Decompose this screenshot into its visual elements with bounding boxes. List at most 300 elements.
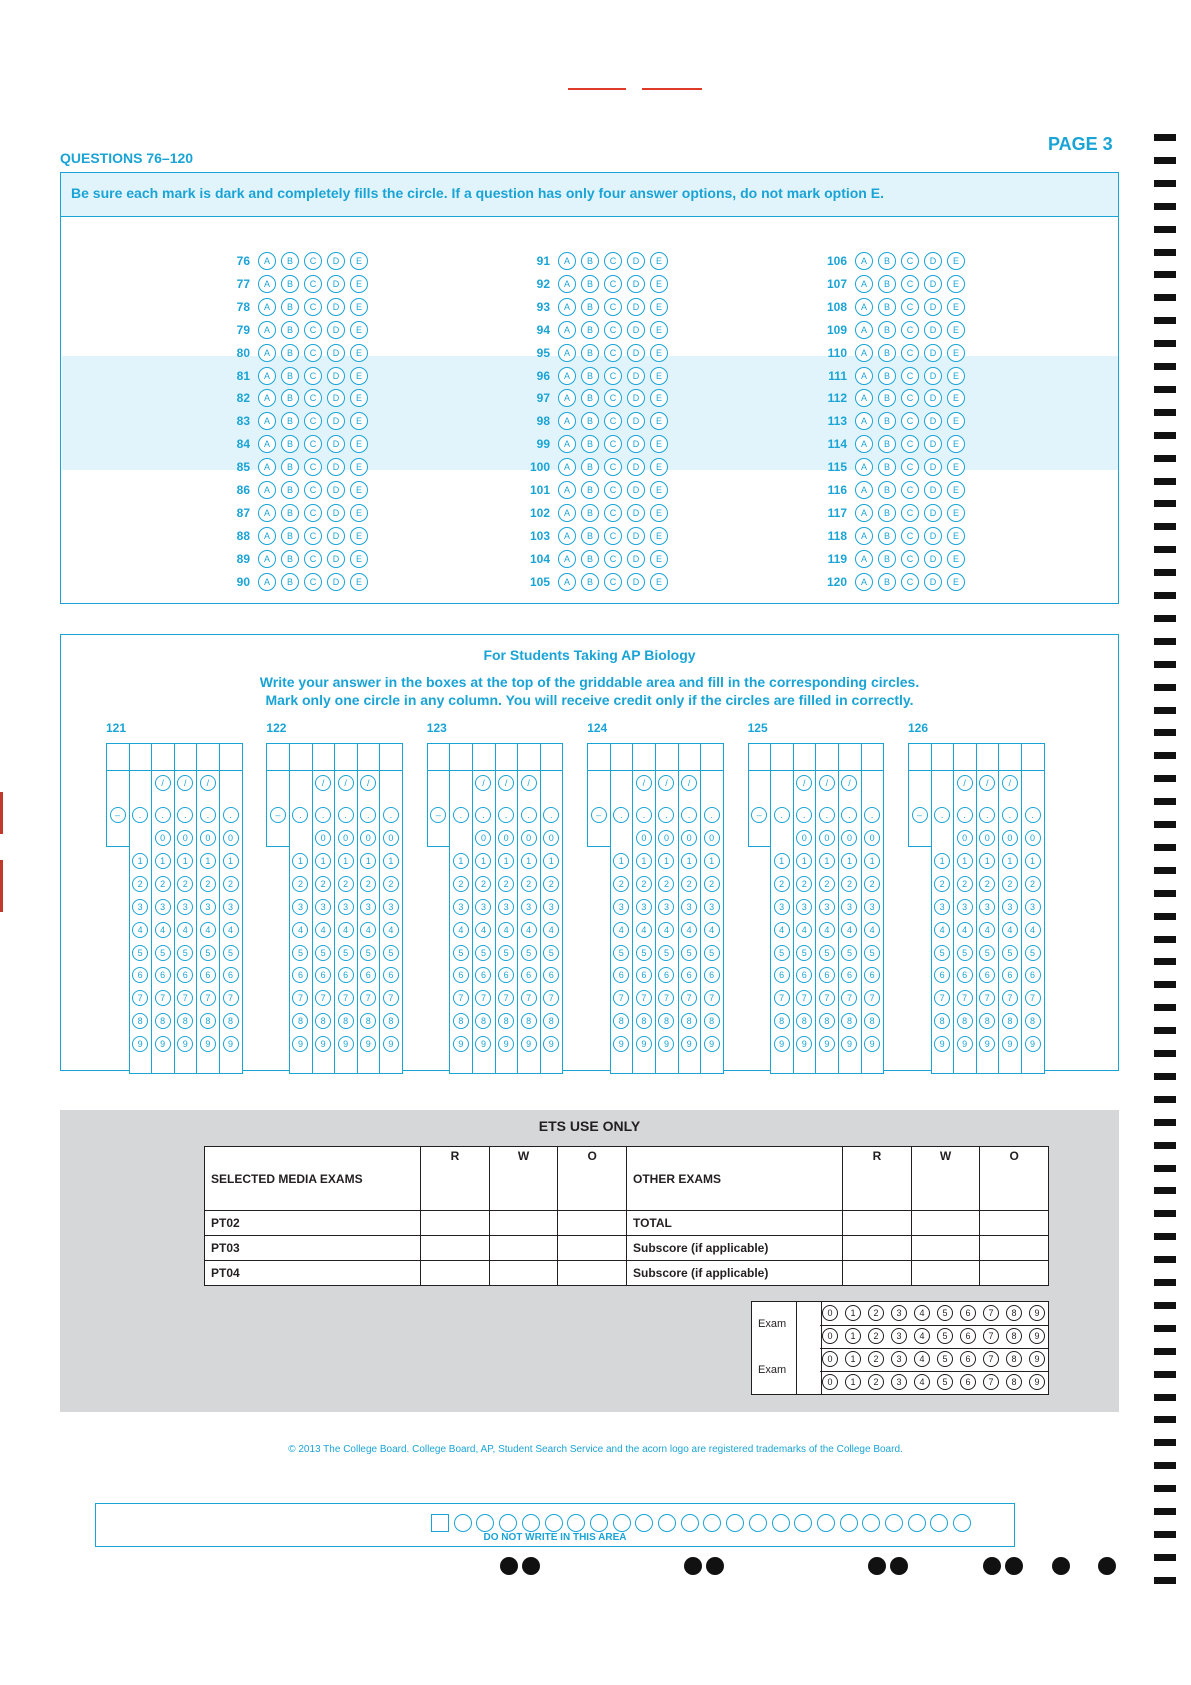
digit-bubble-4[interactable]: 4	[979, 922, 995, 938]
digit-bubble-0[interactable]: 0	[155, 830, 171, 846]
digit-bubble-8[interactable]: 8	[200, 1013, 216, 1029]
answer-bubble-d[interactable]: D	[924, 435, 942, 453]
answer-bubble-c[interactable]: C	[901, 298, 919, 316]
digit-bubble-4[interactable]: 4	[864, 922, 880, 938]
digit-bubble-5[interactable]: 5	[979, 945, 995, 961]
digit-bubble-8[interactable]: 8	[338, 1013, 354, 1029]
exam-digit-bubble-4[interactable]: 4	[914, 1374, 930, 1390]
answer-bubble-b[interactable]: B	[878, 275, 896, 293]
answer-bubble-d[interactable]: D	[924, 550, 942, 568]
digit-bubble-0[interactable]: 0	[475, 830, 491, 846]
answer-bubble-c[interactable]: C	[304, 435, 322, 453]
answer-bubble-a[interactable]: A	[258, 458, 276, 476]
digit-bubble-1[interactable]: 1	[1025, 853, 1041, 869]
answer-bubble-b[interactable]: B	[581, 321, 599, 339]
answer-bubble-b[interactable]: B	[581, 573, 599, 591]
answer-bubble-d[interactable]: D	[924, 367, 942, 385]
answer-bubble-e[interactable]: E	[947, 504, 965, 522]
digit-bubble-8[interactable]: 8	[223, 1013, 239, 1029]
digit-bubble-0[interactable]: 0	[681, 830, 697, 846]
digit-bubble-4[interactable]: 4	[155, 922, 171, 938]
digit-bubble-2[interactable]: 2	[1025, 876, 1041, 892]
answer-bubble-a[interactable]: A	[258, 321, 276, 339]
answer-bubble-d[interactable]: D	[924, 275, 942, 293]
digit-bubble-2[interactable]: 2	[957, 876, 973, 892]
digit-bubble-9[interactable]: 9	[338, 1036, 354, 1052]
answer-bubble-b[interactable]: B	[281, 458, 299, 476]
answer-bubble-c[interactable]: C	[901, 344, 919, 362]
digit-bubble-3[interactable]: 3	[957, 899, 973, 915]
digit-bubble-8[interactable]: 8	[155, 1013, 171, 1029]
answer-bubble-e[interactable]: E	[350, 252, 368, 270]
digit-bubble-9[interactable]: 9	[957, 1036, 973, 1052]
digit-bubble-9[interactable]: 9	[841, 1036, 857, 1052]
digit-bubble-9[interactable]: 9	[864, 1036, 880, 1052]
write-in-box[interactable]	[106, 743, 130, 771]
digit-bubble-8[interactable]: 8	[681, 1013, 697, 1029]
exam-digit-bubble-0[interactable]: 0	[822, 1305, 838, 1321]
digit-bubble-8[interactable]: 8	[453, 1013, 469, 1029]
digit-bubble-5[interactable]: 5	[841, 945, 857, 961]
answer-bubble-c[interactable]: C	[304, 527, 322, 545]
answer-bubble-c[interactable]: C	[604, 275, 622, 293]
answer-bubble-c[interactable]: C	[604, 412, 622, 430]
write-in-box[interactable]	[219, 743, 243, 771]
answer-bubble-d[interactable]: D	[327, 389, 345, 407]
digit-bubble-4[interactable]: 4	[636, 922, 652, 938]
answer-bubble-b[interactable]: B	[581, 275, 599, 293]
answer-bubble-a[interactable]: A	[855, 367, 873, 385]
digit-bubble-9[interactable]: 9	[613, 1036, 629, 1052]
answer-bubble-e[interactable]: E	[350, 435, 368, 453]
exam-digit-bubble-1[interactable]: 1	[845, 1305, 861, 1321]
digit-bubble-4[interactable]: 4	[200, 922, 216, 938]
digit-bubble-9[interactable]: 9	[681, 1036, 697, 1052]
digit-bubble-3[interactable]: 3	[498, 899, 514, 915]
answer-bubble-b[interactable]: B	[878, 573, 896, 591]
digit-bubble-3[interactable]: 3	[132, 899, 148, 915]
exam-digit-bubble-9[interactable]: 9	[1029, 1305, 1045, 1321]
digit-bubble-6[interactable]: 6	[200, 967, 216, 983]
answer-bubble-a[interactable]: A	[855, 435, 873, 453]
digit-bubble-0[interactable]: 0	[841, 830, 857, 846]
digit-bubble-0[interactable]: 0	[200, 830, 216, 846]
decimal-bubble[interactable]: .	[658, 807, 674, 823]
digit-bubble-8[interactable]: 8	[658, 1013, 674, 1029]
answer-bubble-a[interactable]: A	[258, 344, 276, 362]
answer-bubble-c[interactable]: C	[604, 252, 622, 270]
exam-digit-bubble-1[interactable]: 1	[845, 1374, 861, 1390]
answer-bubble-e[interactable]: E	[650, 550, 668, 568]
exam-digit-bubble-2[interactable]: 2	[868, 1328, 884, 1344]
answer-bubble-c[interactable]: C	[901, 573, 919, 591]
digit-bubble-5[interactable]: 5	[774, 945, 790, 961]
slash-bubble[interactable]: /	[177, 775, 193, 791]
digit-bubble-5[interactable]: 5	[453, 945, 469, 961]
digit-bubble-1[interactable]: 1	[864, 853, 880, 869]
digit-bubble-0[interactable]: 0	[315, 830, 331, 846]
digit-bubble-4[interactable]: 4	[453, 922, 469, 938]
digit-bubble-7[interactable]: 7	[315, 990, 331, 1006]
answer-bubble-a[interactable]: A	[855, 481, 873, 499]
digit-bubble-3[interactable]: 3	[1025, 899, 1041, 915]
answer-bubble-e[interactable]: E	[350, 458, 368, 476]
answer-bubble-d[interactable]: D	[327, 550, 345, 568]
digit-bubble-7[interactable]: 7	[1002, 990, 1018, 1006]
digit-bubble-5[interactable]: 5	[475, 945, 491, 961]
answer-bubble-b[interactable]: B	[581, 367, 599, 385]
exam-digit-bubble-9[interactable]: 9	[1029, 1328, 1045, 1344]
digit-bubble-8[interactable]: 8	[315, 1013, 331, 1029]
digit-bubble-2[interactable]: 2	[338, 876, 354, 892]
digit-bubble-4[interactable]: 4	[796, 922, 812, 938]
digit-bubble-6[interactable]: 6	[292, 967, 308, 983]
digit-bubble-9[interactable]: 9	[543, 1036, 559, 1052]
digit-bubble-1[interactable]: 1	[360, 853, 376, 869]
decimal-bubble[interactable]: .	[521, 807, 537, 823]
answer-bubble-c[interactable]: C	[304, 321, 322, 339]
digit-bubble-3[interactable]: 3	[543, 899, 559, 915]
digit-bubble-4[interactable]: 4	[1025, 922, 1041, 938]
answer-bubble-b[interactable]: B	[281, 435, 299, 453]
digit-bubble-6[interactable]: 6	[819, 967, 835, 983]
digit-bubble-6[interactable]: 6	[1002, 967, 1018, 983]
digit-bubble-7[interactable]: 7	[498, 990, 514, 1006]
write-in-box[interactable]	[632, 743, 656, 771]
exam-digit-bubble-4[interactable]: 4	[914, 1351, 930, 1367]
exam-digit-bubble-3[interactable]: 3	[891, 1351, 907, 1367]
digit-bubble-3[interactable]: 3	[681, 899, 697, 915]
answer-bubble-d[interactable]: D	[327, 321, 345, 339]
digit-bubble-6[interactable]: 6	[223, 967, 239, 983]
digit-bubble-7[interactable]: 7	[543, 990, 559, 1006]
answer-bubble-d[interactable]: D	[627, 435, 645, 453]
answer-bubble-b[interactable]: B	[878, 504, 896, 522]
exam-digit-bubble-6[interactable]: 6	[960, 1374, 976, 1390]
digit-bubble-5[interactable]: 5	[155, 945, 171, 961]
digit-bubble-8[interactable]: 8	[957, 1013, 973, 1029]
digit-bubble-5[interactable]: 5	[796, 945, 812, 961]
digit-bubble-3[interactable]: 3	[636, 899, 652, 915]
digit-bubble-1[interactable]: 1	[338, 853, 354, 869]
digit-bubble-0[interactable]: 0	[819, 830, 835, 846]
answer-bubble-a[interactable]: A	[855, 573, 873, 591]
answer-bubble-d[interactable]: D	[627, 298, 645, 316]
answer-bubble-d[interactable]: D	[327, 527, 345, 545]
digit-bubble-4[interactable]: 4	[681, 922, 697, 938]
write-in-box[interactable]	[610, 743, 634, 771]
answer-bubble-e[interactable]: E	[350, 321, 368, 339]
decimal-bubble[interactable]: .	[453, 807, 469, 823]
answer-bubble-b[interactable]: B	[878, 527, 896, 545]
slash-bubble[interactable]: /	[841, 775, 857, 791]
digit-bubble-9[interactable]: 9	[636, 1036, 652, 1052]
digit-bubble-6[interactable]: 6	[155, 967, 171, 983]
digit-bubble-1[interactable]: 1	[704, 853, 720, 869]
digit-bubble-3[interactable]: 3	[200, 899, 216, 915]
slash-bubble[interactable]: /	[521, 775, 537, 791]
answer-bubble-d[interactable]: D	[627, 367, 645, 385]
digit-bubble-9[interactable]: 9	[453, 1036, 469, 1052]
digit-bubble-6[interactable]: 6	[979, 967, 995, 983]
answer-bubble-c[interactable]: C	[604, 435, 622, 453]
slash-bubble[interactable]: /	[498, 775, 514, 791]
digit-bubble-7[interactable]: 7	[223, 990, 239, 1006]
exam-digit-bubble-4[interactable]: 4	[914, 1305, 930, 1321]
slash-bubble[interactable]: /	[957, 775, 973, 791]
answer-bubble-a[interactable]: A	[855, 252, 873, 270]
answer-bubble-c[interactable]: C	[901, 321, 919, 339]
answer-bubble-a[interactable]: A	[258, 367, 276, 385]
slash-bubble[interactable]: /	[360, 775, 376, 791]
digit-bubble-5[interactable]: 5	[315, 945, 331, 961]
digit-bubble-3[interactable]: 3	[292, 899, 308, 915]
answer-bubble-e[interactable]: E	[947, 550, 965, 568]
exam-digit-bubble-7[interactable]: 7	[983, 1328, 999, 1344]
answer-bubble-b[interactable]: B	[878, 389, 896, 407]
answer-bubble-c[interactable]: C	[604, 504, 622, 522]
decimal-bubble[interactable]: .	[132, 807, 148, 823]
exam-digit-bubble-8[interactable]: 8	[1006, 1328, 1022, 1344]
digit-bubble-8[interactable]: 8	[704, 1013, 720, 1029]
digit-bubble-3[interactable]: 3	[1002, 899, 1018, 915]
digit-bubble-6[interactable]: 6	[475, 967, 491, 983]
digit-bubble-4[interactable]: 4	[1002, 922, 1018, 938]
digit-bubble-1[interactable]: 1	[796, 853, 812, 869]
answer-bubble-c[interactable]: C	[304, 389, 322, 407]
digit-bubble-6[interactable]: 6	[315, 967, 331, 983]
digit-bubble-3[interactable]: 3	[796, 899, 812, 915]
answer-bubble-c[interactable]: C	[304, 550, 322, 568]
digit-bubble-9[interactable]: 9	[979, 1036, 995, 1052]
write-in-box[interactable]	[700, 743, 724, 771]
digit-bubble-5[interactable]: 5	[498, 945, 514, 961]
digit-bubble-6[interactable]: 6	[934, 967, 950, 983]
digit-bubble-3[interactable]: 3	[315, 899, 331, 915]
answer-bubble-a[interactable]: A	[558, 458, 576, 476]
digit-bubble-1[interactable]: 1	[475, 853, 491, 869]
decimal-bubble[interactable]: .	[796, 807, 812, 823]
answer-bubble-a[interactable]: A	[558, 435, 576, 453]
digit-bubble-8[interactable]: 8	[864, 1013, 880, 1029]
answer-bubble-c[interactable]: C	[604, 481, 622, 499]
decimal-bubble[interactable]: .	[957, 807, 973, 823]
write-in-box[interactable]	[357, 743, 381, 771]
digit-bubble-8[interactable]: 8	[613, 1013, 629, 1029]
digit-bubble-1[interactable]: 1	[1002, 853, 1018, 869]
digit-bubble-6[interactable]: 6	[132, 967, 148, 983]
slash-bubble[interactable]: /	[315, 775, 331, 791]
exam-digit-bubble-0[interactable]: 0	[822, 1374, 838, 1390]
minus-bubble[interactable]: –	[270, 807, 286, 823]
answer-bubble-e[interactable]: E	[650, 389, 668, 407]
answer-bubble-e[interactable]: E	[947, 412, 965, 430]
digit-bubble-9[interactable]: 9	[704, 1036, 720, 1052]
digit-bubble-4[interactable]: 4	[132, 922, 148, 938]
digit-bubble-8[interactable]: 8	[292, 1013, 308, 1029]
digit-bubble-9[interactable]: 9	[383, 1036, 399, 1052]
digit-bubble-5[interactable]: 5	[521, 945, 537, 961]
answer-bubble-c[interactable]: C	[304, 252, 322, 270]
write-in-box[interactable]	[472, 743, 496, 771]
slash-bubble[interactable]: /	[155, 775, 171, 791]
exam-digit-bubble-5[interactable]: 5	[937, 1305, 953, 1321]
decimal-bubble[interactable]: .	[613, 807, 629, 823]
digit-bubble-2[interactable]: 2	[155, 876, 171, 892]
digit-bubble-5[interactable]: 5	[543, 945, 559, 961]
answer-bubble-b[interactable]: B	[281, 298, 299, 316]
write-in-box[interactable]	[334, 743, 358, 771]
answer-bubble-b[interactable]: B	[878, 550, 896, 568]
digit-bubble-9[interactable]: 9	[132, 1036, 148, 1052]
answer-bubble-c[interactable]: C	[604, 344, 622, 362]
digit-bubble-7[interactable]: 7	[292, 990, 308, 1006]
answer-bubble-d[interactable]: D	[627, 527, 645, 545]
digit-bubble-7[interactable]: 7	[681, 990, 697, 1006]
answer-bubble-e[interactable]: E	[650, 367, 668, 385]
answer-bubble-d[interactable]: D	[327, 435, 345, 453]
answer-bubble-b[interactable]: B	[878, 252, 896, 270]
answer-bubble-b[interactable]: B	[581, 504, 599, 522]
digit-bubble-6[interactable]: 6	[498, 967, 514, 983]
exam-digit-bubble-5[interactable]: 5	[937, 1374, 953, 1390]
answer-bubble-b[interactable]: B	[581, 298, 599, 316]
digit-bubble-6[interactable]: 6	[796, 967, 812, 983]
digit-bubble-5[interactable]: 5	[957, 945, 973, 961]
digit-bubble-9[interactable]: 9	[1025, 1036, 1041, 1052]
digit-bubble-4[interactable]: 4	[934, 922, 950, 938]
decimal-bubble[interactable]: .	[315, 807, 331, 823]
digit-bubble-4[interactable]: 4	[774, 922, 790, 938]
digit-bubble-2[interactable]: 2	[360, 876, 376, 892]
answer-bubble-e[interactable]: E	[947, 252, 965, 270]
answer-bubble-c[interactable]: C	[304, 458, 322, 476]
digit-bubble-2[interactable]: 2	[934, 876, 950, 892]
answer-bubble-e[interactable]: E	[650, 504, 668, 522]
decimal-bubble[interactable]: .	[475, 807, 491, 823]
decimal-bubble[interactable]: .	[1025, 807, 1041, 823]
digit-bubble-8[interactable]: 8	[636, 1013, 652, 1029]
digit-bubble-1[interactable]: 1	[223, 853, 239, 869]
exam-digit-bubble-2[interactable]: 2	[868, 1351, 884, 1367]
answer-bubble-a[interactable]: A	[258, 481, 276, 499]
write-in-box[interactable]	[953, 743, 977, 771]
digit-bubble-8[interactable]: 8	[383, 1013, 399, 1029]
decimal-bubble[interactable]: .	[383, 807, 399, 823]
digit-bubble-7[interactable]: 7	[934, 990, 950, 1006]
answer-bubble-a[interactable]: A	[855, 321, 873, 339]
answer-bubble-d[interactable]: D	[627, 252, 645, 270]
digit-bubble-9[interactable]: 9	[200, 1036, 216, 1052]
answer-bubble-c[interactable]: C	[304, 275, 322, 293]
answer-bubble-b[interactable]: B	[581, 527, 599, 545]
answer-bubble-d[interactable]: D	[627, 458, 645, 476]
digit-bubble-3[interactable]: 3	[155, 899, 171, 915]
digit-bubble-1[interactable]: 1	[498, 853, 514, 869]
slash-bubble[interactable]: /	[636, 775, 652, 791]
answer-bubble-b[interactable]: B	[878, 435, 896, 453]
exam-digit-bubble-6[interactable]: 6	[960, 1328, 976, 1344]
digit-bubble-6[interactable]: 6	[864, 967, 880, 983]
answer-bubble-d[interactable]: D	[924, 252, 942, 270]
digit-bubble-6[interactable]: 6	[383, 967, 399, 983]
answer-bubble-e[interactable]: E	[650, 412, 668, 430]
answer-bubble-d[interactable]: D	[627, 275, 645, 293]
write-in-box[interactable]	[129, 743, 153, 771]
answer-bubble-e[interactable]: E	[650, 344, 668, 362]
digit-bubble-5[interactable]: 5	[177, 945, 193, 961]
exam-digit-bubble-5[interactable]: 5	[937, 1328, 953, 1344]
digit-bubble-2[interactable]: 2	[132, 876, 148, 892]
answer-bubble-e[interactable]: E	[350, 527, 368, 545]
answer-bubble-e[interactable]: E	[947, 435, 965, 453]
answer-bubble-e[interactable]: E	[650, 458, 668, 476]
digit-bubble-0[interactable]: 0	[957, 830, 973, 846]
minus-bubble[interactable]: –	[912, 807, 928, 823]
exam-digit-bubble-1[interactable]: 1	[845, 1351, 861, 1367]
answer-bubble-a[interactable]: A	[558, 550, 576, 568]
answer-bubble-e[interactable]: E	[947, 344, 965, 362]
answer-bubble-b[interactable]: B	[878, 367, 896, 385]
digit-bubble-9[interactable]: 9	[315, 1036, 331, 1052]
answer-bubble-a[interactable]: A	[855, 344, 873, 362]
digit-bubble-1[interactable]: 1	[155, 853, 171, 869]
answer-bubble-a[interactable]: A	[855, 298, 873, 316]
digit-bubble-6[interactable]: 6	[453, 967, 469, 983]
answer-bubble-a[interactable]: A	[258, 412, 276, 430]
answer-bubble-c[interactable]: C	[901, 435, 919, 453]
digit-bubble-5[interactable]: 5	[292, 945, 308, 961]
digit-bubble-2[interactable]: 2	[315, 876, 331, 892]
answer-bubble-e[interactable]: E	[650, 573, 668, 591]
slash-bubble[interactable]: /	[475, 775, 491, 791]
decimal-bubble[interactable]: .	[223, 807, 239, 823]
answer-bubble-d[interactable]: D	[627, 344, 645, 362]
digit-bubble-2[interactable]: 2	[177, 876, 193, 892]
answer-bubble-d[interactable]: D	[627, 389, 645, 407]
write-in-box[interactable]	[151, 743, 175, 771]
digit-bubble-6[interactable]: 6	[636, 967, 652, 983]
digit-bubble-2[interactable]: 2	[1002, 876, 1018, 892]
digit-bubble-2[interactable]: 2	[636, 876, 652, 892]
answer-bubble-c[interactable]: C	[604, 527, 622, 545]
digit-bubble-8[interactable]: 8	[1025, 1013, 1041, 1029]
digit-bubble-0[interactable]: 0	[1025, 830, 1041, 846]
answer-bubble-a[interactable]: A	[558, 367, 576, 385]
answer-bubble-e[interactable]: E	[650, 435, 668, 453]
digit-bubble-7[interactable]: 7	[453, 990, 469, 1006]
answer-bubble-a[interactable]: A	[558, 527, 576, 545]
answer-bubble-e[interactable]: E	[350, 389, 368, 407]
answer-bubble-d[interactable]: D	[327, 367, 345, 385]
digit-bubble-7[interactable]: 7	[774, 990, 790, 1006]
digit-bubble-1[interactable]: 1	[453, 853, 469, 869]
digit-bubble-7[interactable]: 7	[841, 990, 857, 1006]
digit-bubble-9[interactable]: 9	[360, 1036, 376, 1052]
answer-bubble-d[interactable]: D	[924, 458, 942, 476]
digit-bubble-0[interactable]: 0	[658, 830, 674, 846]
digit-bubble-1[interactable]: 1	[292, 853, 308, 869]
answer-bubble-a[interactable]: A	[855, 527, 873, 545]
digit-bubble-0[interactable]: 0	[704, 830, 720, 846]
answer-bubble-d[interactable]: D	[327, 504, 345, 522]
digit-bubble-5[interactable]: 5	[819, 945, 835, 961]
digit-bubble-2[interactable]: 2	[681, 876, 697, 892]
answer-bubble-b[interactable]: B	[581, 344, 599, 362]
digit-bubble-1[interactable]: 1	[934, 853, 950, 869]
write-in-box[interactable]	[174, 743, 198, 771]
decimal-bubble[interactable]: .	[864, 807, 880, 823]
